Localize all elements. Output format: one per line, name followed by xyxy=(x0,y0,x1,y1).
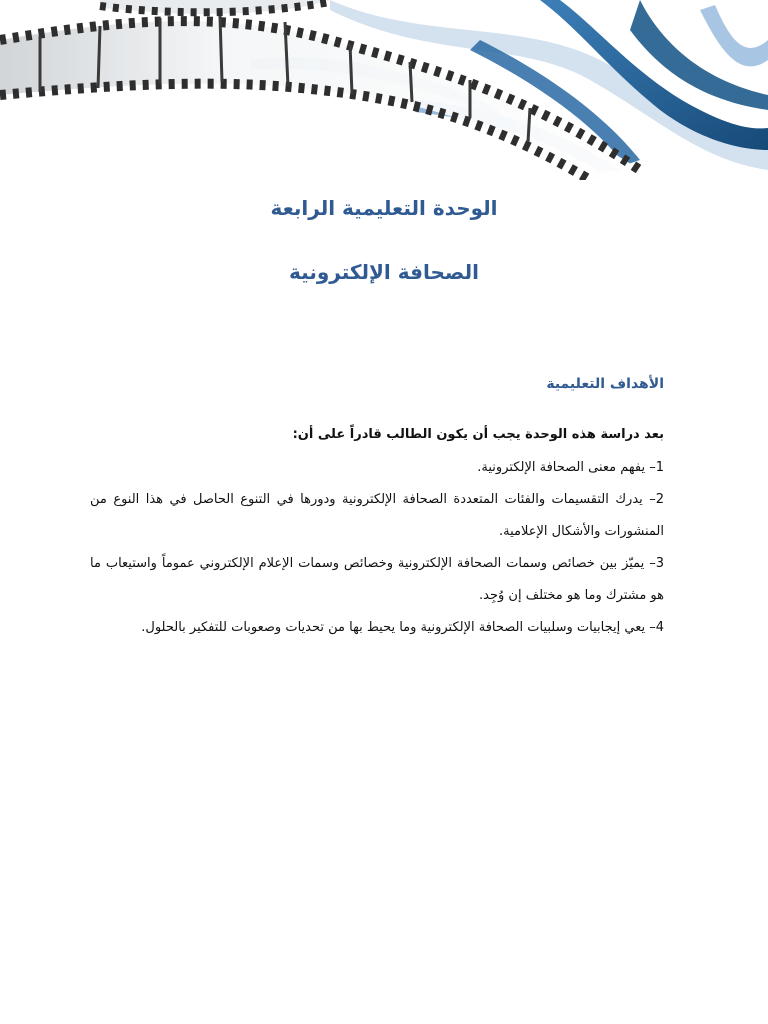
objective-text: – يعي إيجابيات وسلبيات الصحافة الإلكترونية وما يحيط بها من تحديات وصعوبات للتفكير بالحلول. xyxy=(141,620,656,635)
objective-text: – يدرك التقسيمات والفئات المتعددة الصحافة الإلكترونية ودورها في التنوع الحاصل في هذا النوع من المنشورات والأشكال الإعلامية. xyxy=(90,492,664,539)
objective-number: 1 xyxy=(655,460,664,475)
objective-text: – يفهم معنى الصحافة الإلكترونية. xyxy=(477,460,656,475)
objectives-heading: الأهداف التعليمية xyxy=(546,376,664,392)
objective-item xyxy=(90,548,664,612)
film-strip-banner xyxy=(0,0,768,180)
objectives-intro: بعد دراسة هذه الوحدة يجب أن يكون الطالب قادراً على أن: xyxy=(292,427,664,442)
objective-number: 4 xyxy=(655,620,664,635)
objective-item xyxy=(90,612,664,644)
objective-item xyxy=(90,484,664,548)
learning-objectives-section xyxy=(90,376,664,644)
objective-number: 2 xyxy=(655,492,664,507)
objective-text: – يميّز بين خصائص وسمات الصحافة الإلكترونية وخصائص وسمات الإعلام الإلكتروني عموماً واستيعاب ما هو مشترك وما هو مختلف إن وُجِد. xyxy=(90,556,664,603)
objective-item xyxy=(90,452,664,484)
objectives-list xyxy=(90,452,664,644)
unit-title: الوحدة التعليمية الرابعة xyxy=(270,196,498,220)
objective-number: 3 xyxy=(655,556,664,571)
unit-subtitle: الصحافة الإلكترونية xyxy=(289,260,479,284)
